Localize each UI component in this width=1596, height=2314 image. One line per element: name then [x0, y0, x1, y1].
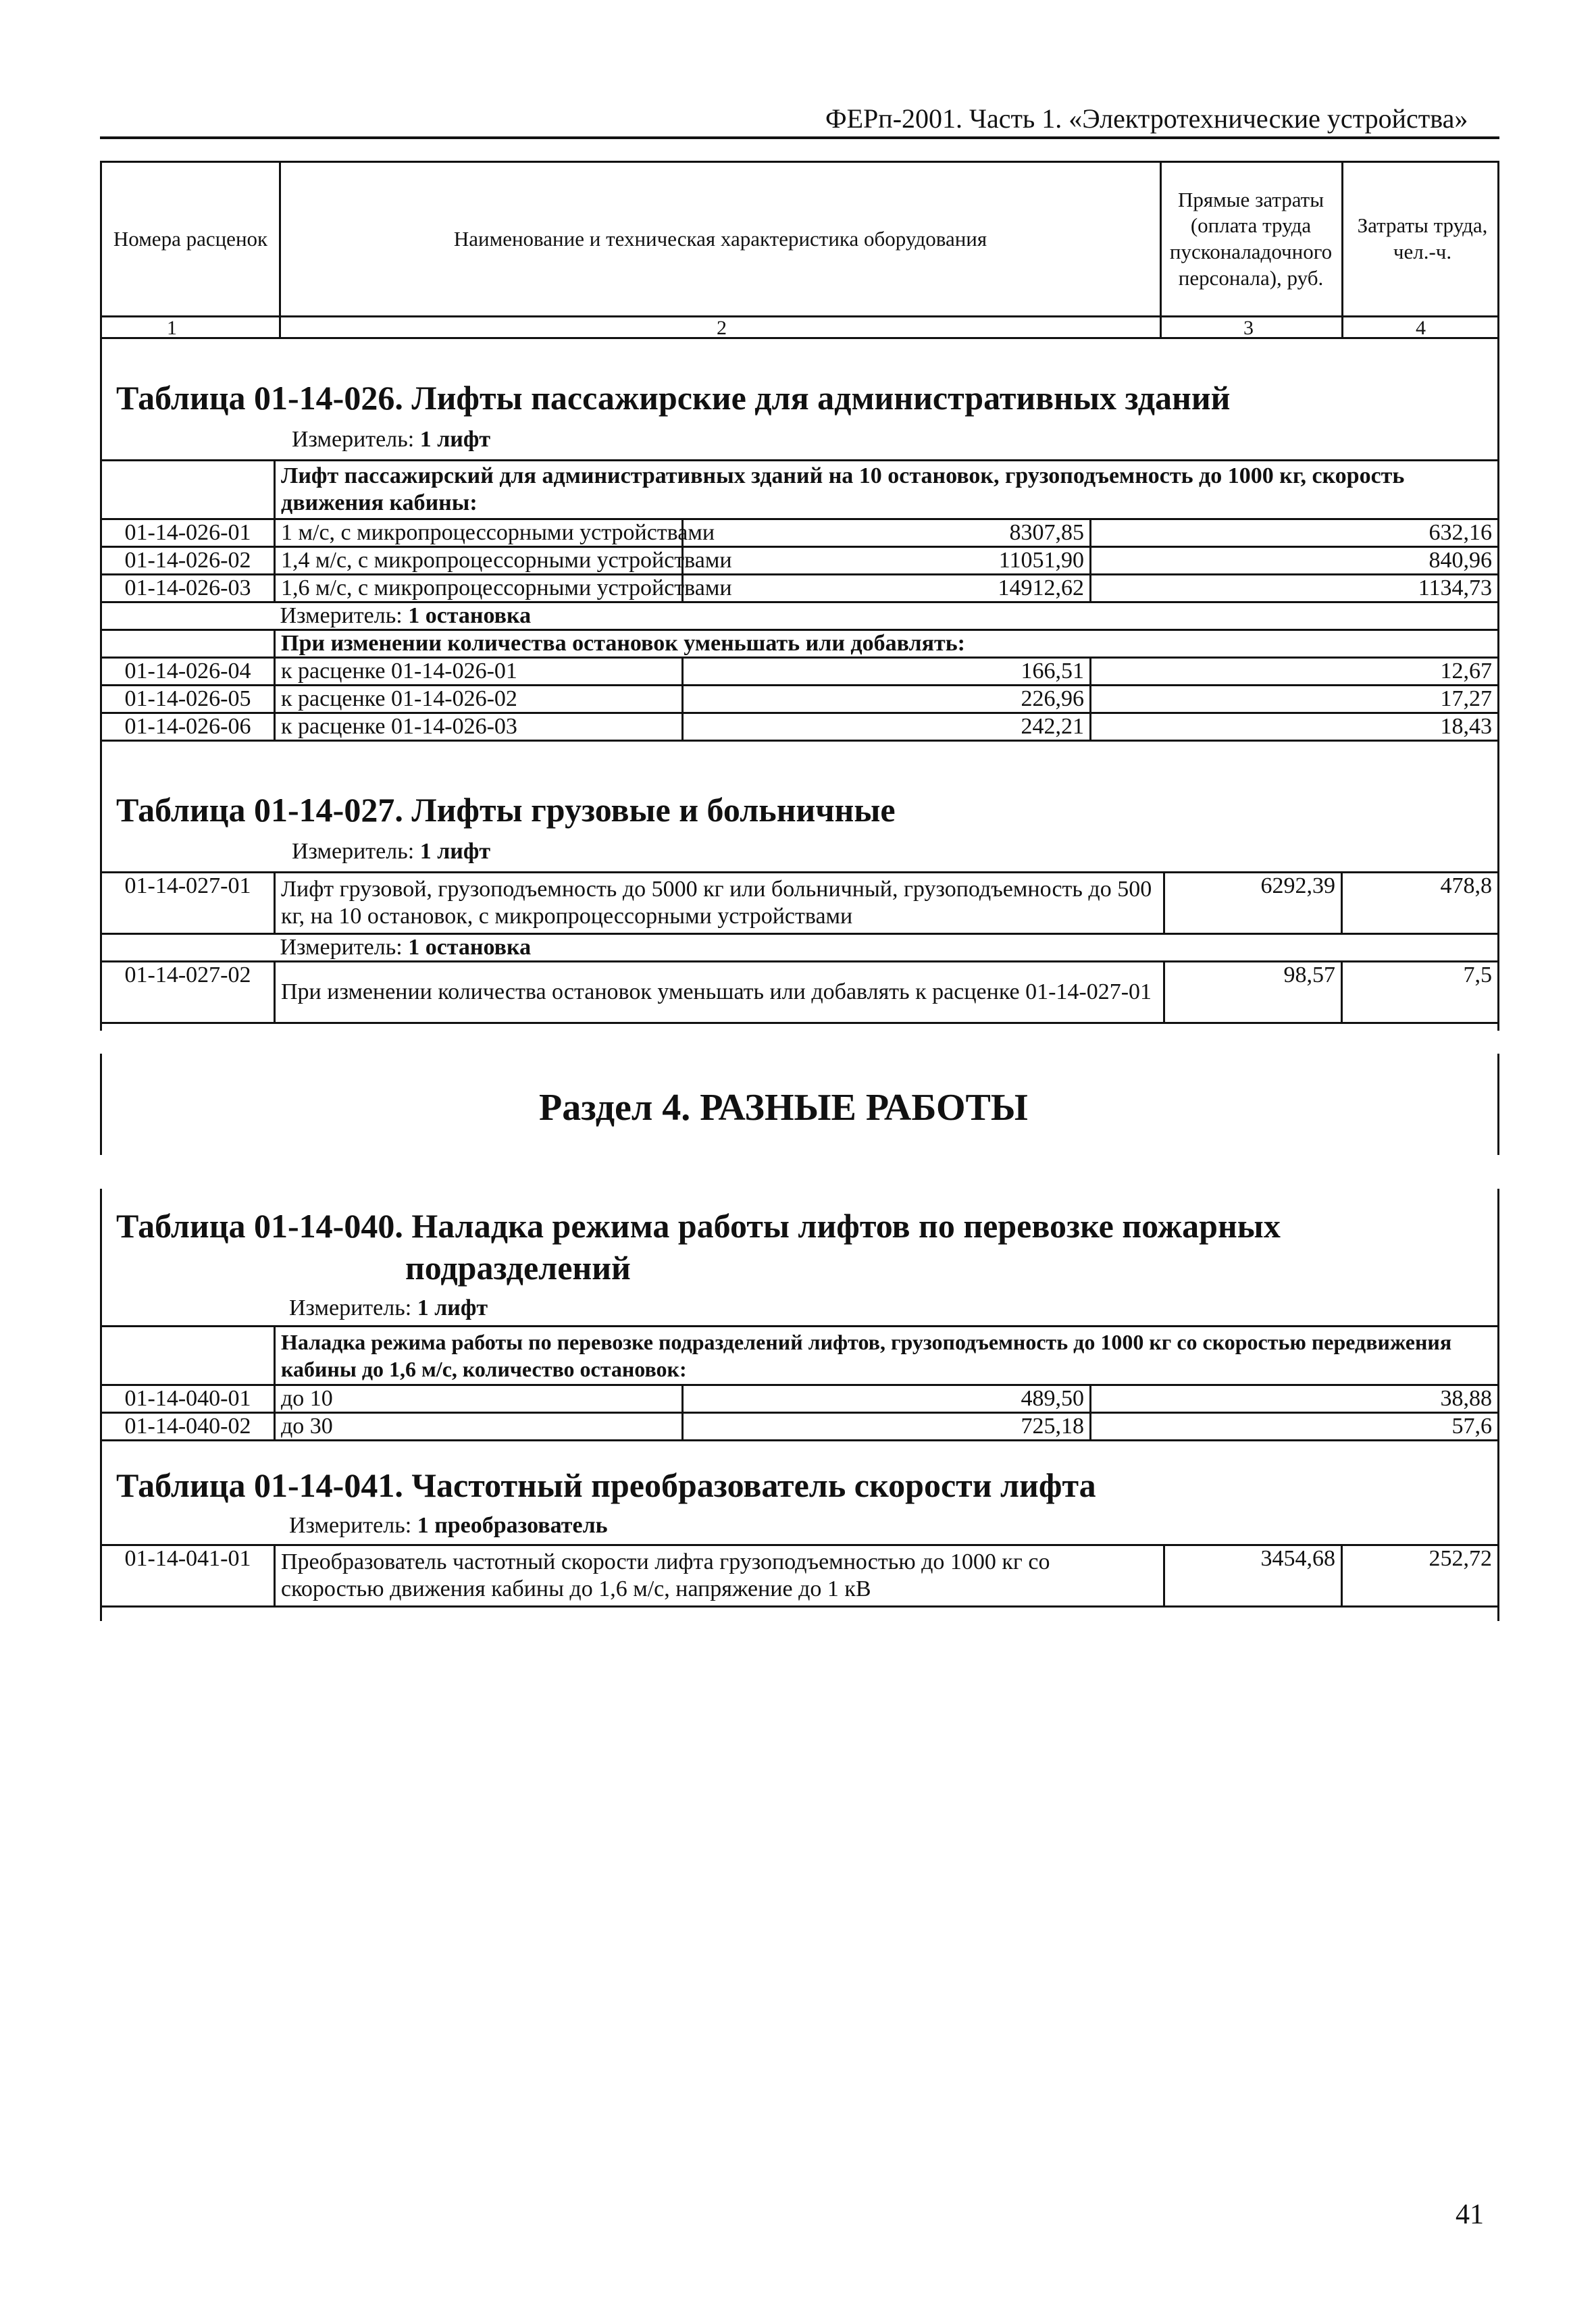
column-header-name: Наименование и техническая характеристика оборудования: [453, 226, 987, 251]
rate-cost: 226,96: [683, 686, 1091, 713]
measure-label: Измеритель:: [280, 935, 403, 960]
rate-labor: 18,43: [1091, 713, 1499, 741]
rate-code: 01-14-040-02: [101, 1413, 275, 1441]
rate-code: 01-14-040-01: [101, 1385, 275, 1413]
table-027-measure: [292, 839, 490, 865]
rate-labor: 12,67: [1091, 658, 1499, 686]
column-header-table: [100, 161, 1499, 339]
group-heading: Наладка режима работы по перевозке подразделений лифтов, грузоподъемность до 1000 кг со скоростью передвижения кабины до 1,6 м/с, количество остановок:: [275, 1327, 1499, 1385]
measure-value: 1 остановка: [408, 603, 532, 628]
rate-cost: 14912,62: [683, 575, 1091, 602]
column-number-rule: [102, 315, 1497, 317]
table-040-title: Таблица 01-14-040. Наладка режима работы лифтов по перевозке пожарных: [116, 1207, 1281, 1245]
table-row: [101, 962, 1499, 1023]
rate-code: 01-14-026-02: [101, 547, 275, 575]
rate-cost: 166,51: [683, 658, 1091, 686]
measure-value: 1 остановка: [408, 935, 532, 960]
measure-label: Измеритель:: [280, 603, 403, 628]
table-027-grid: [100, 871, 1499, 1024]
rate-code: 01-14-026-03: [101, 575, 275, 602]
rate-labor: 840,96: [1091, 547, 1499, 575]
rate-cost: 725,18: [683, 1413, 1091, 1441]
section-title: Раздел 4. РАЗНЫЕ РАБОТЫ: [539, 1087, 1028, 1129]
table-row: [101, 461, 1499, 519]
rate-name: Лифт грузовой, грузоподъемность до 5000 кг или больничный, грузоподъемность до 500 кг, на 10 остановок, с микропроцессорными устройствами: [275, 873, 1164, 934]
measure-value: 1 лифт: [417, 1295, 488, 1320]
column-number-1: 1: [167, 317, 177, 339]
rate-labor: 252,72: [1342, 1545, 1499, 1607]
rate-code: 01-14-026-01: [101, 519, 275, 547]
table-040-grid: [100, 1325, 1499, 1441]
rate-name: Преобразователь частотный скорости лифта грузоподъемностью до 1000 кг со скоростью движения кабины до 1,6 м/с, напряжение до 1 кВ: [275, 1545, 1164, 1607]
rate-cost: 8307,85: [683, 519, 1091, 547]
table-row: [101, 519, 1499, 547]
rate-cost: 6292,39: [1164, 873, 1342, 934]
table-row: [101, 1413, 1499, 1441]
table-row: [101, 686, 1499, 713]
rate-labor: 1134,73: [1091, 575, 1499, 602]
rate-cost: 98,57: [1164, 962, 1342, 1023]
column-number-2: 2: [717, 317, 727, 339]
measure-value: 1 лифт: [419, 839, 491, 864]
table-040-measure: [289, 1295, 488, 1321]
rate-cost: 242,21: [683, 713, 1091, 741]
measure-label: Измеритель:: [289, 1513, 412, 1538]
column-header-codes: Номера расценок: [113, 226, 268, 251]
column-header-labor: Затраты труда, чел.-ч.: [1357, 213, 1488, 263]
rate-code: 01-14-027-02: [101, 962, 275, 1023]
column-header-cost: Прямые затраты (оплата труда пусконаладочного персонала), руб.: [1169, 187, 1333, 290]
table-row: [101, 713, 1499, 741]
column-divider: [1160, 163, 1162, 337]
table-row: [101, 934, 1499, 962]
rate-labor: 38,88: [1091, 1385, 1499, 1413]
table-row: [101, 873, 1499, 934]
measure-row: [275, 602, 1499, 630]
rate-name: к расценке 01-14-026-01: [275, 658, 683, 686]
rate-code: 01-14-026-04: [101, 658, 275, 686]
table-041-measure: [289, 1513, 608, 1539]
table-026-grid: [100, 459, 1499, 742]
table-040-title-continued: подразделений: [405, 1249, 631, 1287]
frame-left-rule: [100, 1054, 102, 1155]
rate-name: 1 м/с, с микропроцессорными устройствами: [275, 519, 683, 547]
table-row: [101, 575, 1499, 602]
measure-value: 1 лифт: [419, 427, 491, 452]
rate-name: до 30: [275, 1413, 683, 1441]
rate-cost: 11051,90: [683, 547, 1091, 575]
empty-code-cell: [101, 602, 275, 630]
table-row: [101, 1385, 1499, 1413]
rate-name: к расценке 01-14-026-02: [275, 686, 683, 713]
rate-code: 01-14-026-05: [101, 686, 275, 713]
group-heading: При изменении количества остановок уменьшать или добавлять:: [275, 630, 1499, 658]
column-number-3: 3: [1243, 317, 1254, 339]
empty-code-cell: [101, 461, 275, 519]
measure-label: Измеритель:: [292, 839, 415, 864]
rate-name: к расценке 01-14-026-03: [275, 713, 683, 741]
table-row: [101, 1545, 1499, 1607]
column-divider: [1341, 163, 1343, 337]
measure-value: 1 преобразователь: [417, 1513, 608, 1538]
rate-name: 1,6 м/с, с микропроцессорными устройствами: [275, 575, 683, 602]
column-number-4: 4: [1416, 317, 1426, 339]
rate-name: до 10: [275, 1385, 683, 1413]
rate-labor: 17,27: [1091, 686, 1499, 713]
rate-code: 01-14-027-01: [101, 873, 275, 934]
rate-code: 01-14-041-01: [101, 1545, 275, 1607]
table-row: [101, 1327, 1499, 1385]
table-row: [101, 547, 1499, 575]
table-026-measure: [292, 427, 490, 453]
table-041-title: Таблица 01-14-041. Частотный преобразователь скорости лифта: [116, 1466, 1096, 1504]
empty-code-cell: [101, 934, 275, 962]
empty-code-cell: [101, 1327, 275, 1385]
running-header: ФЕРп-2001. Часть 1. «Электротехнические устройства»: [825, 103, 1468, 134]
rate-labor: 57,6: [1091, 1413, 1499, 1441]
measure-label: Измеритель:: [292, 427, 415, 452]
page-number: 41: [1456, 2199, 1484, 2230]
table-026-title: Таблица 01-14-026. Лифты пассажирские для административных зданий: [116, 379, 1231, 417]
rate-labor: 632,16: [1091, 519, 1499, 547]
rate-code: 01-14-026-06: [101, 713, 275, 741]
rate-name: 1,4 м/с, с микропроцессорными устройствами: [275, 547, 683, 575]
rate-labor: 478,8: [1342, 873, 1499, 934]
table-row: [101, 658, 1499, 686]
measure-label: Измеритель:: [289, 1295, 412, 1320]
table-041-grid: [100, 1544, 1499, 1608]
rate-cost: 489,50: [683, 1385, 1091, 1413]
table-row: [101, 630, 1499, 658]
rate-cost: 3454,68: [1164, 1545, 1342, 1607]
rate-name: При изменении количества остановок уменьшать или добавлять к расценке 01-14-027-01: [275, 962, 1164, 1023]
table-027-title: Таблица 01-14-027. Лифты грузовые и больничные: [116, 791, 896, 829]
table-row: [101, 602, 1499, 630]
frame-right-rule: [1497, 1054, 1499, 1155]
header-rule: [100, 136, 1499, 139]
group-heading: Лифт пассажирский для административных зданий на 10 остановок, грузоподъемность до 1000 кг, скорость движения кабины:: [275, 461, 1499, 519]
empty-code-cell: [101, 630, 275, 658]
rate-labor: 7,5: [1342, 962, 1499, 1023]
measure-row: [275, 934, 1499, 962]
